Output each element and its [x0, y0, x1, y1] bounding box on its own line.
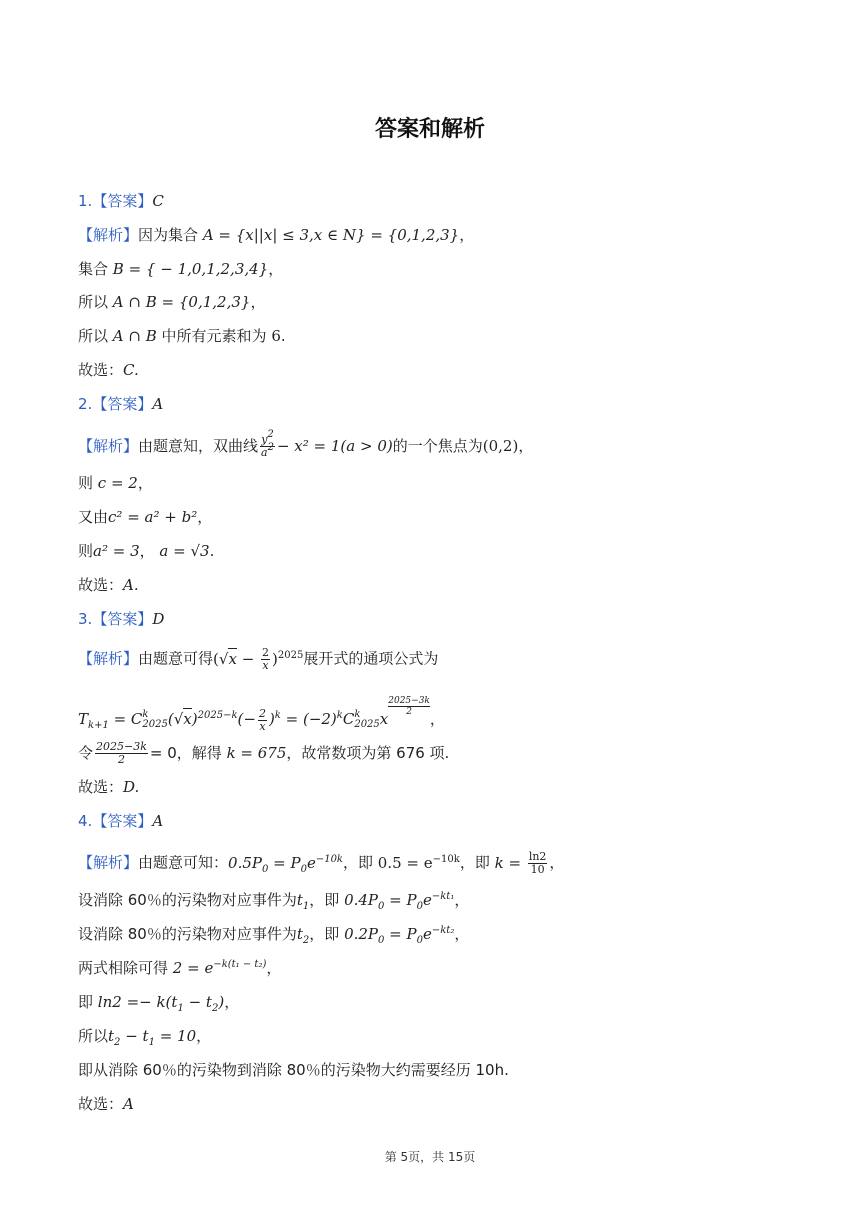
q4-line-6 — [78, 1026, 211, 1046]
q2-fraction: $\frac{y^2}{a^2}$ — [261, 429, 274, 459]
q4-comma: ， — [454, 891, 470, 909]
q4-eq-5: $2 = e^{-k(t_1 - t_2)}$ — [172, 959, 267, 977]
q4-k-value: k = $\frac{\ln 2}{10}$ — [494, 850, 547, 876]
q2-text: 则 — [78, 542, 94, 560]
q2-answer-tag: 【答案】 — [92, 395, 153, 413]
q2-choose-value: A. — [123, 576, 139, 594]
q2-line-2 — [78, 473, 153, 493]
q4-line-3 — [78, 924, 469, 944]
q1-text: 所以 — [78, 327, 109, 345]
q1-line-3 — [78, 292, 265, 312]
q2-hyperbola: − x² = 1(a > 0) — [276, 437, 393, 455]
q4-comma: ， — [196, 1027, 212, 1045]
page-footer: 第 5页，共 15页 — [384, 1150, 476, 1164]
q4-choose-label: 故选： — [78, 1095, 124, 1113]
q4-line-5 — [78, 992, 239, 1012]
q4-text: ，即 — [459, 853, 490, 872]
q3-exponent-fraction: $\frac{2025-3k}{2}$ — [96, 740, 147, 766]
q3-answer-line — [78, 609, 164, 629]
q1-answer-line — [78, 191, 164, 211]
q4-answer-line — [78, 811, 163, 831]
q3-text: 展开式的通项公式为 — [303, 649, 439, 668]
q4-choose-value: A — [123, 1095, 134, 1113]
page-title: 答案和解析 — [374, 117, 485, 142]
q2-c-value: c = 2 — [97, 474, 138, 492]
q4-answer: A — [152, 812, 164, 830]
q4-text: 所以 — [78, 1027, 109, 1045]
q3-choose-label: 故选： — [78, 778, 124, 796]
q1-intersection-2: A ∩ B — [112, 327, 157, 345]
q2-text: 由题意知，双曲线 — [138, 437, 259, 455]
q4-choose — [78, 1094, 134, 1114]
q2-a-squared: a² = 3 — [93, 542, 140, 560]
q1-text: 所以 — [78, 293, 109, 311]
q1-choose-value: C. — [123, 361, 139, 379]
q4-t2: $t_2$ — [296, 925, 310, 946]
q4-eq-7: $t_2 - t_1 = 10$ — [108, 1027, 197, 1048]
q1-jiexi: 【解析】 — [78, 226, 139, 244]
q3-binomial: (√x − $\frac{2}{x}$ )$^{2025}$ — [213, 646, 304, 672]
q4-comma: ， — [266, 959, 282, 977]
q1-period: . — [280, 327, 286, 345]
q2-a-value: a = √3 — [159, 542, 210, 560]
q3-text: ，故常数项为第 676 项. — [286, 744, 450, 762]
q2-line-4 — [78, 541, 214, 561]
q2-relation: c² = a² + b² — [108, 508, 198, 526]
q3-k-value: k = 675 — [226, 744, 287, 762]
q1-text: 集合 — [78, 260, 109, 278]
q2-comma: ， — [518, 437, 534, 455]
q2-number: 2. — [78, 395, 93, 413]
q4-text: 两式相除可得 — [78, 959, 169, 977]
q1-text: 中所有元素和为 — [161, 327, 267, 345]
q1-comma: ， — [459, 226, 475, 244]
q4-eq-1: $0.5P_0 = P_0e^{-10k}$ — [228, 853, 343, 875]
q1-number: 1. — [78, 192, 93, 210]
q1-set-a: A = {x||x| ≤ 3,x ∈ N} = {0,1,2,3} — [202, 226, 460, 244]
q4-text: 即从消除 60％的污染物到消除 80％的污染物大约需要经历 10h. — [78, 1061, 509, 1079]
q2-text: 的一个焦点为 — [392, 437, 483, 455]
q2-answer: A — [152, 395, 164, 413]
q4-text: 设消除 60％的污染物对应事件为 — [78, 891, 297, 909]
q3-line-3 — [78, 741, 449, 766]
q4-t1: $t_1$ — [296, 891, 310, 912]
q1-answer: C — [152, 192, 164, 210]
q4-eq-2: $0.5 = e^{-10k}$ — [377, 853, 460, 872]
q4-text: ，即 — [343, 853, 374, 872]
q2-focus: (0,2) — [482, 437, 519, 455]
q3-choose-value: D. — [123, 778, 140, 796]
q4-line-4 — [78, 958, 281, 978]
q3-text: 令 — [78, 744, 94, 762]
q1-sum: 6 — [271, 327, 281, 345]
q1-text: 因为集合 — [138, 226, 199, 244]
q4-comma: ， — [549, 853, 565, 872]
q3-text: = 0，解得 — [149, 744, 222, 762]
q3-answer-tag: 【答案】 — [92, 610, 153, 628]
q3-general-term: $T_{k+1} = C$ k 2025 $(√x)^{2025-k}(-$ $\frac{2}{x}$ )$^k = (-2)^kC$ k 2025 x $\frac{2025-3k}{2}$ — [78, 696, 430, 733]
q2-text: 又由 — [78, 508, 109, 526]
q1-line-1 — [78, 225, 474, 245]
q4-comma: ， — [224, 993, 240, 1011]
q4-text: 即 — [78, 993, 94, 1011]
q2-comma: ， — [197, 508, 213, 526]
q1-set-b: B = { − 1,0,1,2,3,4} — [112, 260, 269, 278]
q3-jiexi: 【解析】 — [78, 649, 139, 668]
q2-choose — [78, 575, 139, 595]
q1-answer-tag: 【答案】 — [92, 192, 153, 210]
q4-line-7 — [78, 1060, 509, 1080]
q4-text: 由题意可知： — [138, 853, 229, 872]
q4-comma: ， — [454, 925, 470, 943]
q3-line-2 — [78, 696, 445, 733]
q3-number: 3. — [78, 610, 93, 628]
q4-text: ，即 — [309, 891, 340, 909]
q4-text: 设消除 80％的污染物对应事件为 — [78, 925, 297, 943]
q1-comma: ， — [268, 260, 284, 278]
q2-line-3 — [78, 507, 212, 527]
q4-jiexi: 【解析】 — [78, 853, 139, 872]
q3-text: 由题意可得 — [138, 649, 214, 668]
q3-choose — [78, 777, 139, 797]
q1-line-4 — [78, 326, 286, 346]
q2-choose-label: 故选： — [78, 576, 124, 594]
q2-text: 则 — [78, 474, 94, 492]
q4-number: 4. — [78, 812, 93, 830]
q2-comma: ， — [139, 542, 155, 560]
q1-line-2 — [78, 259, 283, 279]
q1-intersection: A ∩ B = {0,1,2,3} — [112, 293, 251, 311]
q2-line-1 — [78, 429, 534, 459]
q1-choose-label: 故选： — [78, 361, 124, 379]
q2-answer-line — [78, 394, 163, 414]
q4-answer-tag: 【答案】 — [92, 812, 153, 830]
q4-line-1 — [78, 851, 564, 876]
q4-eq-4: $0.2P_0 = P_0e^{-kt_2}$ — [344, 925, 455, 946]
q2-period: . — [209, 542, 215, 560]
q1-comma: ， — [250, 293, 266, 311]
q4-line-2 — [78, 890, 469, 910]
q1-choose — [78, 360, 139, 380]
q4-eq-3: $0.4P_0 = P_0e^{-kt_1}$ — [344, 891, 455, 912]
q2-comma: ， — [137, 474, 153, 492]
q2-jiexi: 【解析】 — [78, 437, 139, 455]
q4-eq-6: $\ln 2 =- k(t_1 - t_2)$ — [97, 993, 225, 1014]
q4-text: ，即 — [309, 925, 340, 943]
q3-answer: D — [152, 610, 165, 628]
q3-comma: ， — [429, 710, 445, 728]
q3-line-1 — [78, 647, 438, 672]
